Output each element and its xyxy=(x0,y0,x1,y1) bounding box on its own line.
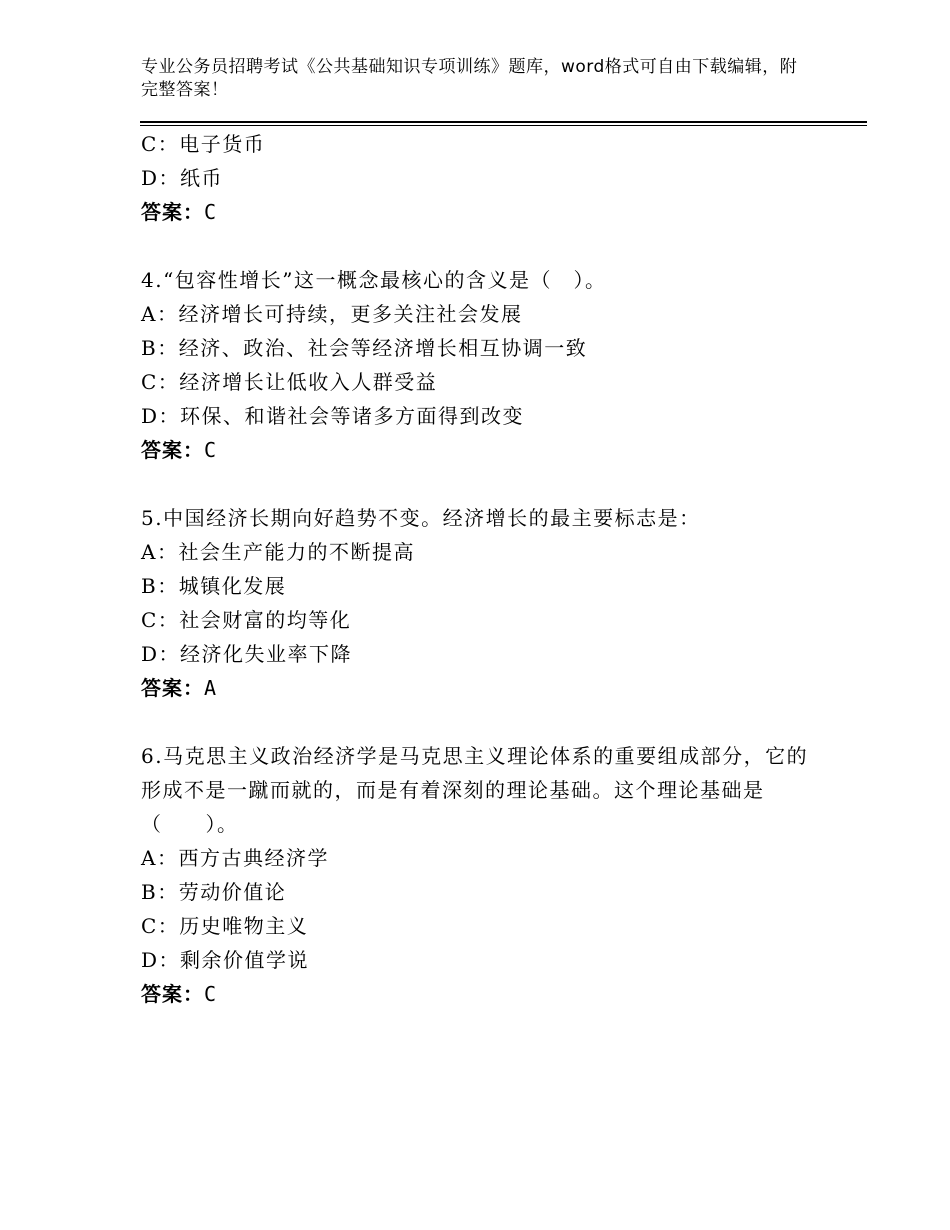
option-b: B：劳动价值论 xyxy=(141,880,287,904)
question-4 xyxy=(141,263,811,467)
option-a: A：社会生产能力的不断提高 xyxy=(141,540,415,564)
answer-value: C xyxy=(204,982,218,1006)
answer-label: 答案： xyxy=(141,438,204,462)
answer-line xyxy=(141,977,811,1011)
spacer xyxy=(141,467,811,501)
question-stem: 5.中国经济长期向好趋势不变。经济增长的最主要标志是： xyxy=(141,506,701,530)
option-c: C：经济增长让低收入人群受益 xyxy=(141,370,438,394)
option-c: C：社会财富的均等化 xyxy=(141,608,352,632)
answer-value: C xyxy=(204,200,218,224)
answer-label: 答案： xyxy=(141,676,204,700)
option-a: A：经济增长可持续，更多关注社会发展 xyxy=(141,302,523,326)
answer-label: 答案： xyxy=(141,200,204,224)
answer-line xyxy=(141,671,811,705)
answer-label: 答案： xyxy=(141,982,204,1006)
option-d: D：纸币 xyxy=(141,166,224,190)
spacer xyxy=(141,229,811,263)
question-stem: 4.“包容性增长”这一概念最核心的含义是（ ）。 xyxy=(141,268,607,292)
spacer xyxy=(141,705,811,739)
option-c: C：历史唯物主义 xyxy=(141,914,309,938)
question-stem: 6.马克思主义政治经济学是马克思主义理论体系的重要组成部分，它的形成不是一蹴而就的，而是有着深刻的理论基础。这个理论基础是（ ）。 xyxy=(141,744,809,836)
header-text: 专业公务员招聘考试《公共基础知识专项训练》题库，word格式可自由下载编辑，附完整答案！ xyxy=(141,57,798,100)
question-list xyxy=(141,127,811,1011)
question-5 xyxy=(141,501,811,705)
header-rule-thin xyxy=(140,125,867,126)
option-c: C：电子货币 xyxy=(141,132,266,156)
option-d: D：剩余价值学说 xyxy=(141,948,310,972)
option-b: B：经济、政治、社会等经济增长相互协调一致 xyxy=(141,336,588,360)
answer-value: A xyxy=(204,676,218,700)
question-6 xyxy=(141,739,811,1011)
option-a: A：西方古典经济学 xyxy=(141,846,329,870)
option-d: D：环保、和谐社会等诸多方面得到改变 xyxy=(141,404,525,428)
answer-line xyxy=(141,195,811,229)
option-d: D：经济化失业率下降 xyxy=(141,642,353,666)
answer-line xyxy=(141,433,811,467)
header-rule-thick xyxy=(140,121,867,123)
answer-value: C xyxy=(204,438,218,462)
question-continued xyxy=(141,127,811,229)
option-b: B：城镇化发展 xyxy=(141,574,287,598)
page-header xyxy=(141,56,801,102)
